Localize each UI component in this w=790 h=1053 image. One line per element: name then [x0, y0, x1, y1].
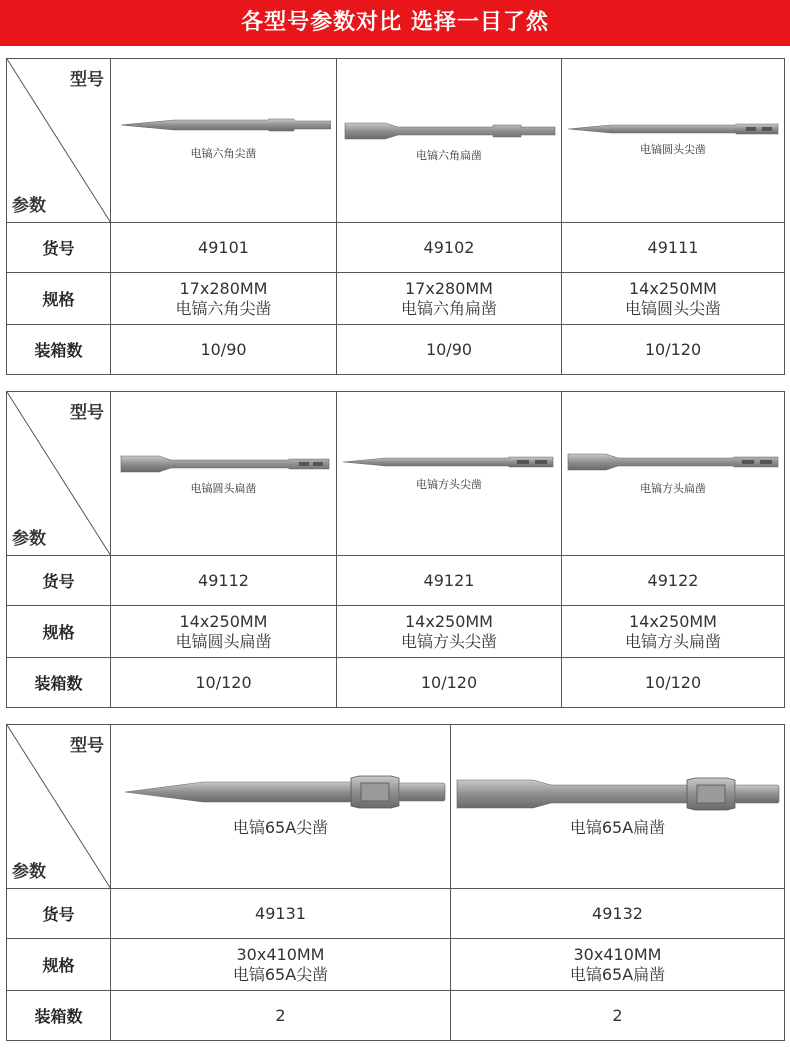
- pack-cell: 2: [111, 991, 451, 1041]
- model-label: 型号: [70, 403, 104, 423]
- row-label-pack: 装箱数: [7, 325, 111, 375]
- spec-size: 14x250MM: [629, 278, 717, 298]
- pointed-chisel-65a-icon: [123, 775, 447, 809]
- product-caption: 电镐圆头扁凿: [190, 482, 257, 495]
- item-no-cell: 49111: [562, 223, 785, 273]
- params-label: 参数: [12, 862, 46, 882]
- product-caption: 电镐65A扁凿: [569, 818, 666, 837]
- item-no-cell: 49122: [562, 556, 785, 606]
- row-label-item-no: 货号: [7, 223, 111, 273]
- item-no-cell: 49132: [451, 889, 785, 939]
- product-image-cell: [111, 725, 451, 889]
- comparison-table-3: [6, 724, 785, 1041]
- spec-cell: [562, 273, 785, 325]
- pack-cell: 10/90: [111, 325, 337, 375]
- spec-size: 14x250MM: [629, 611, 717, 631]
- comparison-table-1: [6, 58, 785, 375]
- header-corner-cell: [7, 725, 111, 889]
- product-caption: 电镐方头扁凿: [640, 482, 706, 495]
- flat-chisel-round-icon: [119, 454, 331, 474]
- product-caption: 电镐六角尖凿: [190, 147, 257, 160]
- flat-chisel-square-icon: [566, 452, 780, 472]
- pointed-chisel-round-icon: [566, 121, 780, 137]
- item-no-cell: 49121: [337, 556, 562, 606]
- flat-chisel-hex-icon: [343, 121, 557, 141]
- row-label-item-no: 货号: [7, 556, 111, 606]
- pack-cell: 10/120: [562, 325, 785, 375]
- model-label: 型号: [70, 736, 104, 756]
- product-image-cell: [451, 725, 785, 889]
- params-label: 参数: [12, 529, 46, 549]
- product-caption: 电镐圆头尖凿: [640, 143, 706, 156]
- spec-name: 电镐圆头扁凿: [175, 631, 272, 651]
- spec-size: 14x250MM: [179, 611, 268, 631]
- product-caption: 电镐六角扁凿: [416, 149, 482, 162]
- row-label-pack: 装箱数: [7, 658, 111, 708]
- spec-cell: [111, 606, 337, 658]
- row-label-spec: 规格: [7, 939, 111, 991]
- product-image-cell: [562, 59, 785, 223]
- product-image-cell: [111, 59, 337, 223]
- spec-size: 14x250MM: [405, 611, 493, 631]
- pack-cell: 10/120: [111, 658, 337, 708]
- row-label-spec: 规格: [7, 273, 111, 325]
- spec-name: 电镐方头扁凿: [624, 631, 721, 651]
- header-corner-cell: [7, 59, 111, 223]
- pack-cell: 2: [451, 991, 785, 1041]
- row-label-spec: 规格: [7, 606, 111, 658]
- spec-size: 30x410MM: [573, 944, 662, 964]
- item-no-cell: 49101: [111, 223, 337, 273]
- spec-cell: [562, 606, 785, 658]
- product-image-cell: [562, 392, 785, 556]
- spec-name: 电镐65A扁凿: [569, 964, 666, 984]
- spec-size: 17x280MM: [179, 278, 268, 298]
- params-label: 参数: [12, 196, 46, 216]
- comparison-table-2: [6, 391, 785, 708]
- item-no-cell: 49102: [337, 223, 562, 273]
- spec-name: 电镐方头尖凿: [400, 631, 497, 651]
- spec-cell: [337, 606, 562, 658]
- product-image-cell: [337, 59, 562, 223]
- spec-cell: [451, 939, 785, 991]
- pointed-chisel-hex-icon: [119, 115, 331, 135]
- spec-name: 电镐六角尖凿: [175, 298, 272, 318]
- row-label-item-no: 货号: [7, 889, 111, 939]
- banner-title: 各型号参数对比 选择一目了然: [241, 10, 549, 35]
- spec-size: 17x280MM: [405, 278, 493, 298]
- pointed-chisel-square-icon: [341, 454, 555, 470]
- product-image-cell: [337, 392, 562, 556]
- item-no-cell: 49131: [111, 889, 451, 939]
- spec-cell: [111, 939, 451, 991]
- pack-cell: 10/120: [337, 658, 562, 708]
- page-banner: [0, 0, 790, 46]
- model-label: 型号: [70, 70, 104, 90]
- pack-cell: 10/90: [337, 325, 562, 375]
- pack-cell: 10/120: [562, 658, 785, 708]
- spec-cell: [337, 273, 562, 325]
- row-label-pack: 装箱数: [7, 991, 111, 1041]
- item-no-cell: 49112: [111, 556, 337, 606]
- header-corner-cell: [7, 392, 111, 556]
- product-caption: 电镐方头尖凿: [416, 478, 482, 491]
- spec-name: 电镐六角扁凿: [400, 298, 497, 318]
- product-image-cell: [111, 392, 337, 556]
- spec-name: 电镐圆头尖凿: [624, 298, 721, 318]
- product-caption: 电镐65A尖凿: [232, 818, 329, 837]
- spec-name: 电镐65A尖凿: [232, 964, 329, 984]
- spec-cell: [111, 273, 337, 325]
- flat-chisel-65a-icon: [455, 777, 781, 811]
- spec-size: 30x410MM: [236, 944, 325, 964]
